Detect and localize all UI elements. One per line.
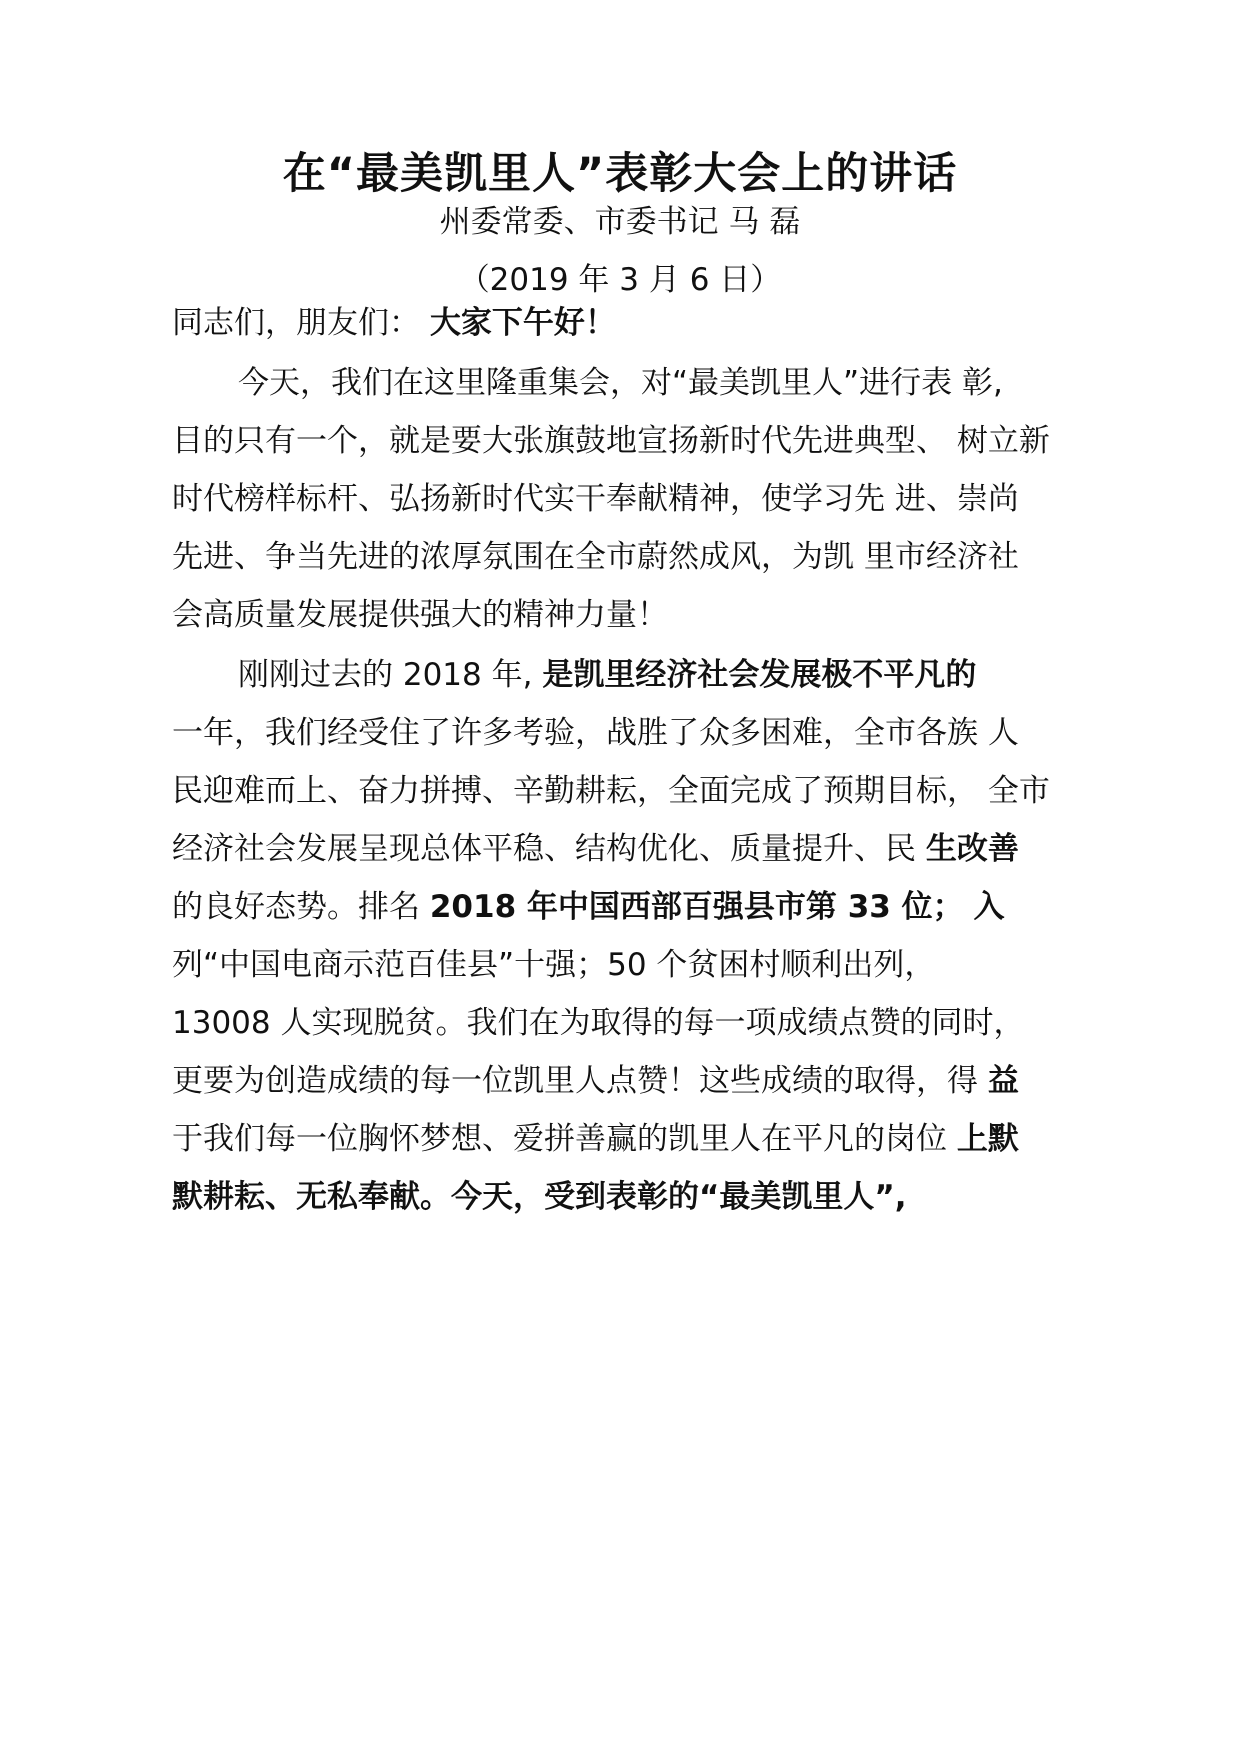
p2-l9-bold: 上默 xyxy=(956,1121,1019,1157)
greeting-line xyxy=(172,301,1092,345)
paragraph-2-line-9 xyxy=(172,1117,1092,1161)
p2-l5-bold: 2018 年中国西部百强县市第 33 位； xyxy=(429,889,964,925)
p2-l1-bold: 是凯里经济社会发展极不平凡的 xyxy=(542,657,977,693)
p2-l1-plain: 刚刚过去的 2018 年, xyxy=(238,657,533,693)
paragraph-2-line-7: 13008 人实现脱贫。我们在为取得的每一项成绩点赞的同时， xyxy=(172,1005,1025,1041)
paragraph-1-line-2: 目的只有一个，就是要大张旗鼓地宣扬新时代先进典型、 树立新 xyxy=(172,423,1050,459)
paragraph-2-line-1 xyxy=(238,653,1092,697)
paragraph-1-line-3: 时代榜样标杆、弘扬新时代实干奉献精神，使学习先 进、崇尚 xyxy=(172,481,1019,517)
p2-l4-bold: 生改善 xyxy=(925,831,1019,867)
p2-l8-bold: 益 xyxy=(987,1063,1019,1099)
p2-l9-plain: 于我们每一位胸怀梦想、爱拼善赢的凯里人在平凡的岗位 xyxy=(172,1121,947,1157)
speech-title: 在“最美凯里人”表彰大会上的讲话 xyxy=(282,149,958,199)
paragraph-1-line-1: 今天，我们在这里隆重集会，对“最美凯里人”进行表 彰, xyxy=(238,365,1003,401)
paragraph-2-line-4 xyxy=(172,827,1092,871)
paragraph-2-line-3: 民迎难而上、奋力拼搏、辛勤耕耘，全面完成了预期目标， 全市 xyxy=(172,773,1050,809)
greeting-bold: 大家下午好！ xyxy=(429,305,616,341)
p2-l5-plain: 的良好态势。排名 xyxy=(172,889,420,925)
speaker-line: 州委常委、市委书记 马 磊 xyxy=(439,204,801,240)
greeting-lead: 同志们，朋友们： xyxy=(172,305,420,341)
paragraph-2-line-8 xyxy=(172,1059,1092,1103)
p2-l4-plain: 经济社会发展呈现总体平稳、结构优化、质量提升、民 xyxy=(172,831,916,867)
paragraph-2-line-2: 一年，我们经受住了许多考验，战胜了众多困难，全市各族 人 xyxy=(172,715,1019,751)
paragraph-2-line-5 xyxy=(172,885,1092,929)
paragraph-2-line-10: 默耕耘、无私奉献。今天，受到表彰的“最美凯里人”, xyxy=(172,1179,907,1215)
speech-date: （2019 年 3 月 6 日） xyxy=(458,262,782,298)
paragraph-1-line-4: 先进、争当先进的浓厚氛围在全市蔚然成风，为凯 里市经济社 xyxy=(172,539,1019,575)
paragraph-1-line-5: 会高质量发展提供强大的精神力量！ xyxy=(172,597,668,633)
p2-l8-plain: 更要为创造成绩的每一位凯里人点赞！这些成绩的取得，得 xyxy=(172,1063,978,1099)
p2-l5-bold-2: 入 xyxy=(973,889,1005,925)
paragraph-2-line-6: 列“中国电商示范百佳县”十强；50 个贫困村顺利出列， xyxy=(172,947,936,983)
